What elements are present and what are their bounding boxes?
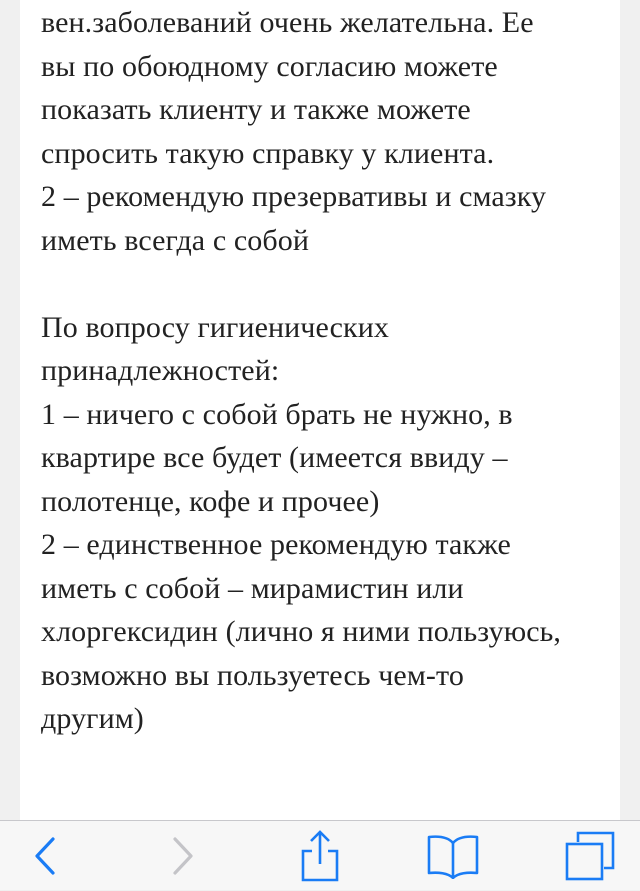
browser-toolbar <box>0 820 640 890</box>
content-card <box>20 0 620 820</box>
tabs-icon <box>564 830 616 882</box>
article-line: вы по обоюдному согласию можете <box>41 49 498 83</box>
article-line: показать клиенту и также можете <box>41 93 471 126</box>
book-icon <box>426 833 480 879</box>
back-button[interactable] <box>10 821 80 891</box>
article-line: По вопросу гигиенических <box>41 310 389 344</box>
forward-button[interactable] <box>148 821 218 891</box>
chevron-right-icon <box>171 836 195 876</box>
article-line: хлоргексидин (лично я ними пользуюсь, <box>41 615 562 648</box>
article-line: иметь с собой – мирамистин или <box>41 571 464 605</box>
article-line: 1 – ничего с собой брать не нужно, в <box>41 397 513 431</box>
tabs-button[interactable] <box>550 821 630 891</box>
paragraph-gap <box>41 262 611 306</box>
article-line: квартире все будет (имеется ввиду – <box>41 441 508 474</box>
article-text <box>41 1 611 741</box>
share-button[interactable] <box>285 821 355 891</box>
share-icon <box>299 829 341 883</box>
bookmarks-button[interactable] <box>418 821 488 891</box>
article-line: принадлежностей: <box>41 354 280 387</box>
article-line: вен.заболеваний очень желательна. Ее <box>41 6 534 39</box>
article-line: 2 – рекомендую презервативы и смазку <box>41 180 547 213</box>
article-line: 2 – единственное рекомендую также <box>41 528 511 561</box>
article-line: другим) <box>41 702 144 735</box>
article-line: возможно вы пользуетесь чем-то <box>41 658 464 692</box>
article-line: иметь всегда с собой <box>41 223 309 257</box>
article-line: спросить такую справку у клиента. <box>41 136 495 170</box>
chevron-left-icon <box>33 836 57 876</box>
article-line: полотенце, кофе и прочее) <box>41 484 380 518</box>
